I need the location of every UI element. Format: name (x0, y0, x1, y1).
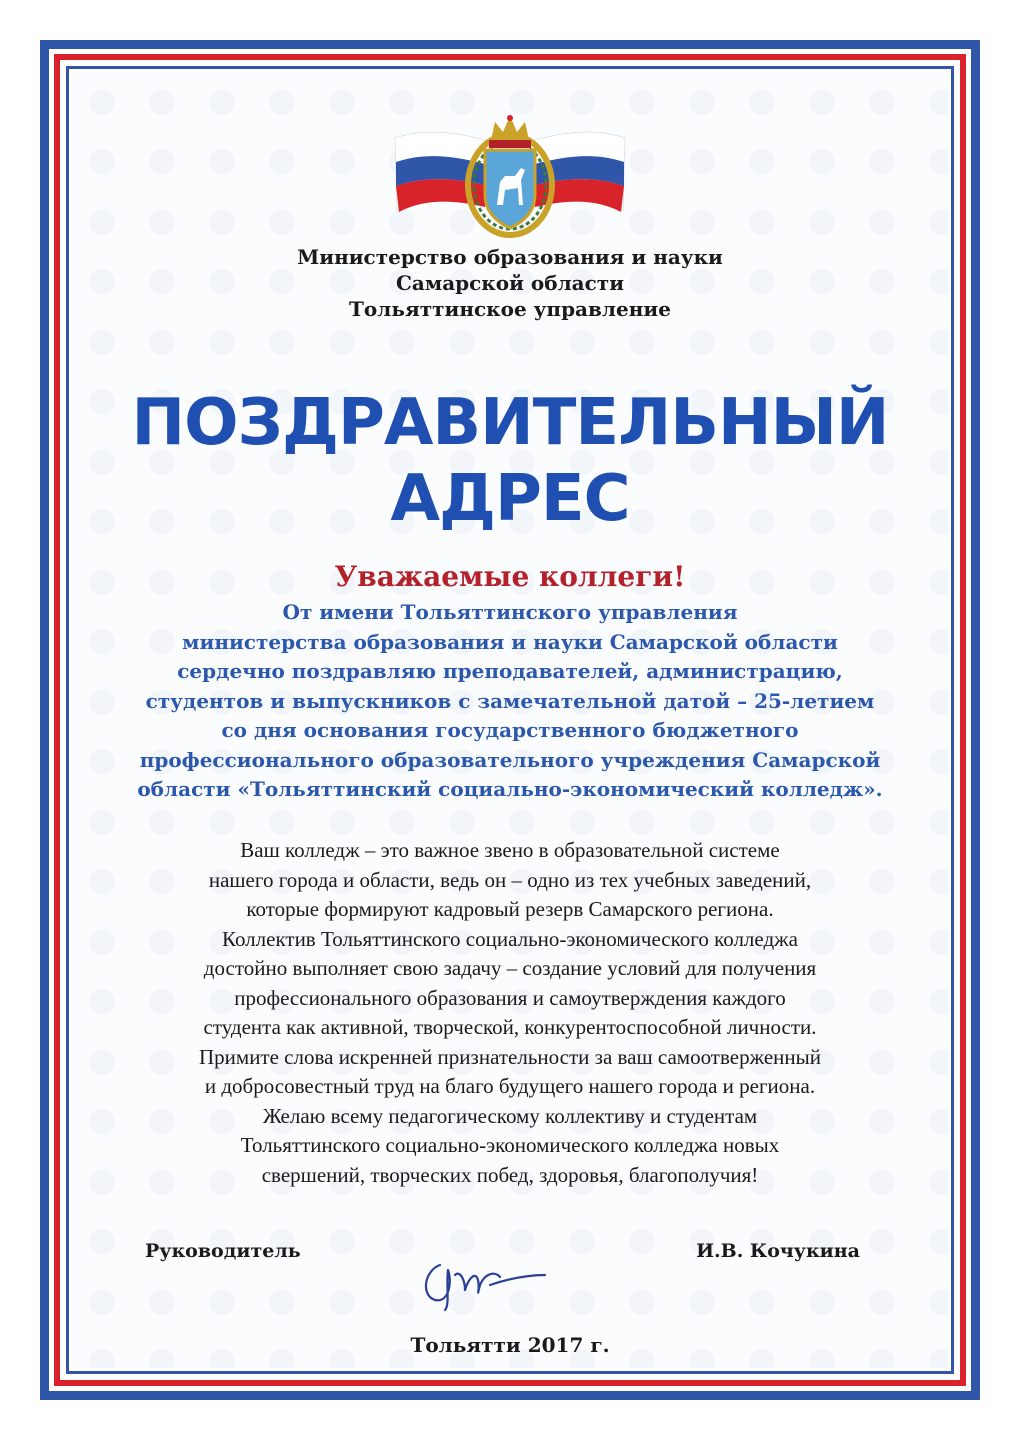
body-paragraph (110, 836, 910, 1190)
ministry-header (72, 244, 948, 322)
body-line: Коллектив Тольяттинского социально-экономического колледжа (222, 926, 798, 951)
samara-coat-of-arms-icon (385, 110, 635, 240)
certificate-title (72, 385, 948, 537)
intro-line: министерства образования и науки Самарской области (182, 629, 838, 654)
handwritten-signature (410, 1245, 560, 1315)
body-line: Тольяттинского социально-экономического колледжа новых (240, 1133, 780, 1157)
signatory-role: Руководитель (145, 1240, 301, 1262)
body-line: и добросовестный труд на благо будущего нашего города и региона. (204, 1074, 816, 1098)
body-line: профессионального образования и самоутверждения каждого (234, 985, 786, 1010)
body-line: Ваш колледж – это важное звено в образовательной системе (240, 838, 780, 862)
body-line: Примите слова искренней признательности за ваш самоотверженный (199, 1044, 821, 1069)
header-line: Тольяттинское управление (349, 297, 671, 321)
title-line: ПОЗДРАВИТЕЛЬНЫЙ (131, 386, 889, 460)
greeting: Уважаемые коллеги! (334, 560, 686, 593)
intro-line: студентов и выпускников с замечательной датой – 25-летием (145, 688, 875, 713)
intro-line: профессионального образовательного учреждения Самарской (139, 747, 881, 772)
header-line: Самарской области (395, 271, 625, 295)
body-line: нашего города и области, ведь он – одно из тех учебных заведений, (208, 867, 812, 892)
intro-line: сердечно поздравляю преподавателей, администрацию, (177, 659, 843, 683)
header-line: Министерство образования и науки (297, 245, 723, 269)
body-line: достойно выполняет свою задачу – создание условий для получения (203, 956, 817, 980)
body-line: Желаю всему педагогическому коллективу и студентам (262, 1103, 758, 1128)
body-line: студента как активной, творческой, конкурентоспособной личности. (203, 1015, 817, 1039)
place-and-year: Тольятти 2017 г. (410, 1333, 610, 1357)
intro-paragraph (110, 598, 910, 805)
intro-line: области «Тольяттинский социально-экономический колледж». (137, 777, 883, 801)
body-line: свершений, творческих побед, здоровья, благополучия! (261, 1162, 759, 1187)
intro-line: со дня основания государственного бюджетного (221, 718, 799, 742)
signatory-name: И.В. Кочукина (696, 1240, 860, 1262)
title-line: АДРЕС (390, 462, 630, 536)
body-line: которые формируют кадровый резерв Самарского региона. (246, 897, 774, 921)
intro-line: От имени Тольяттинского управления (282, 600, 738, 624)
